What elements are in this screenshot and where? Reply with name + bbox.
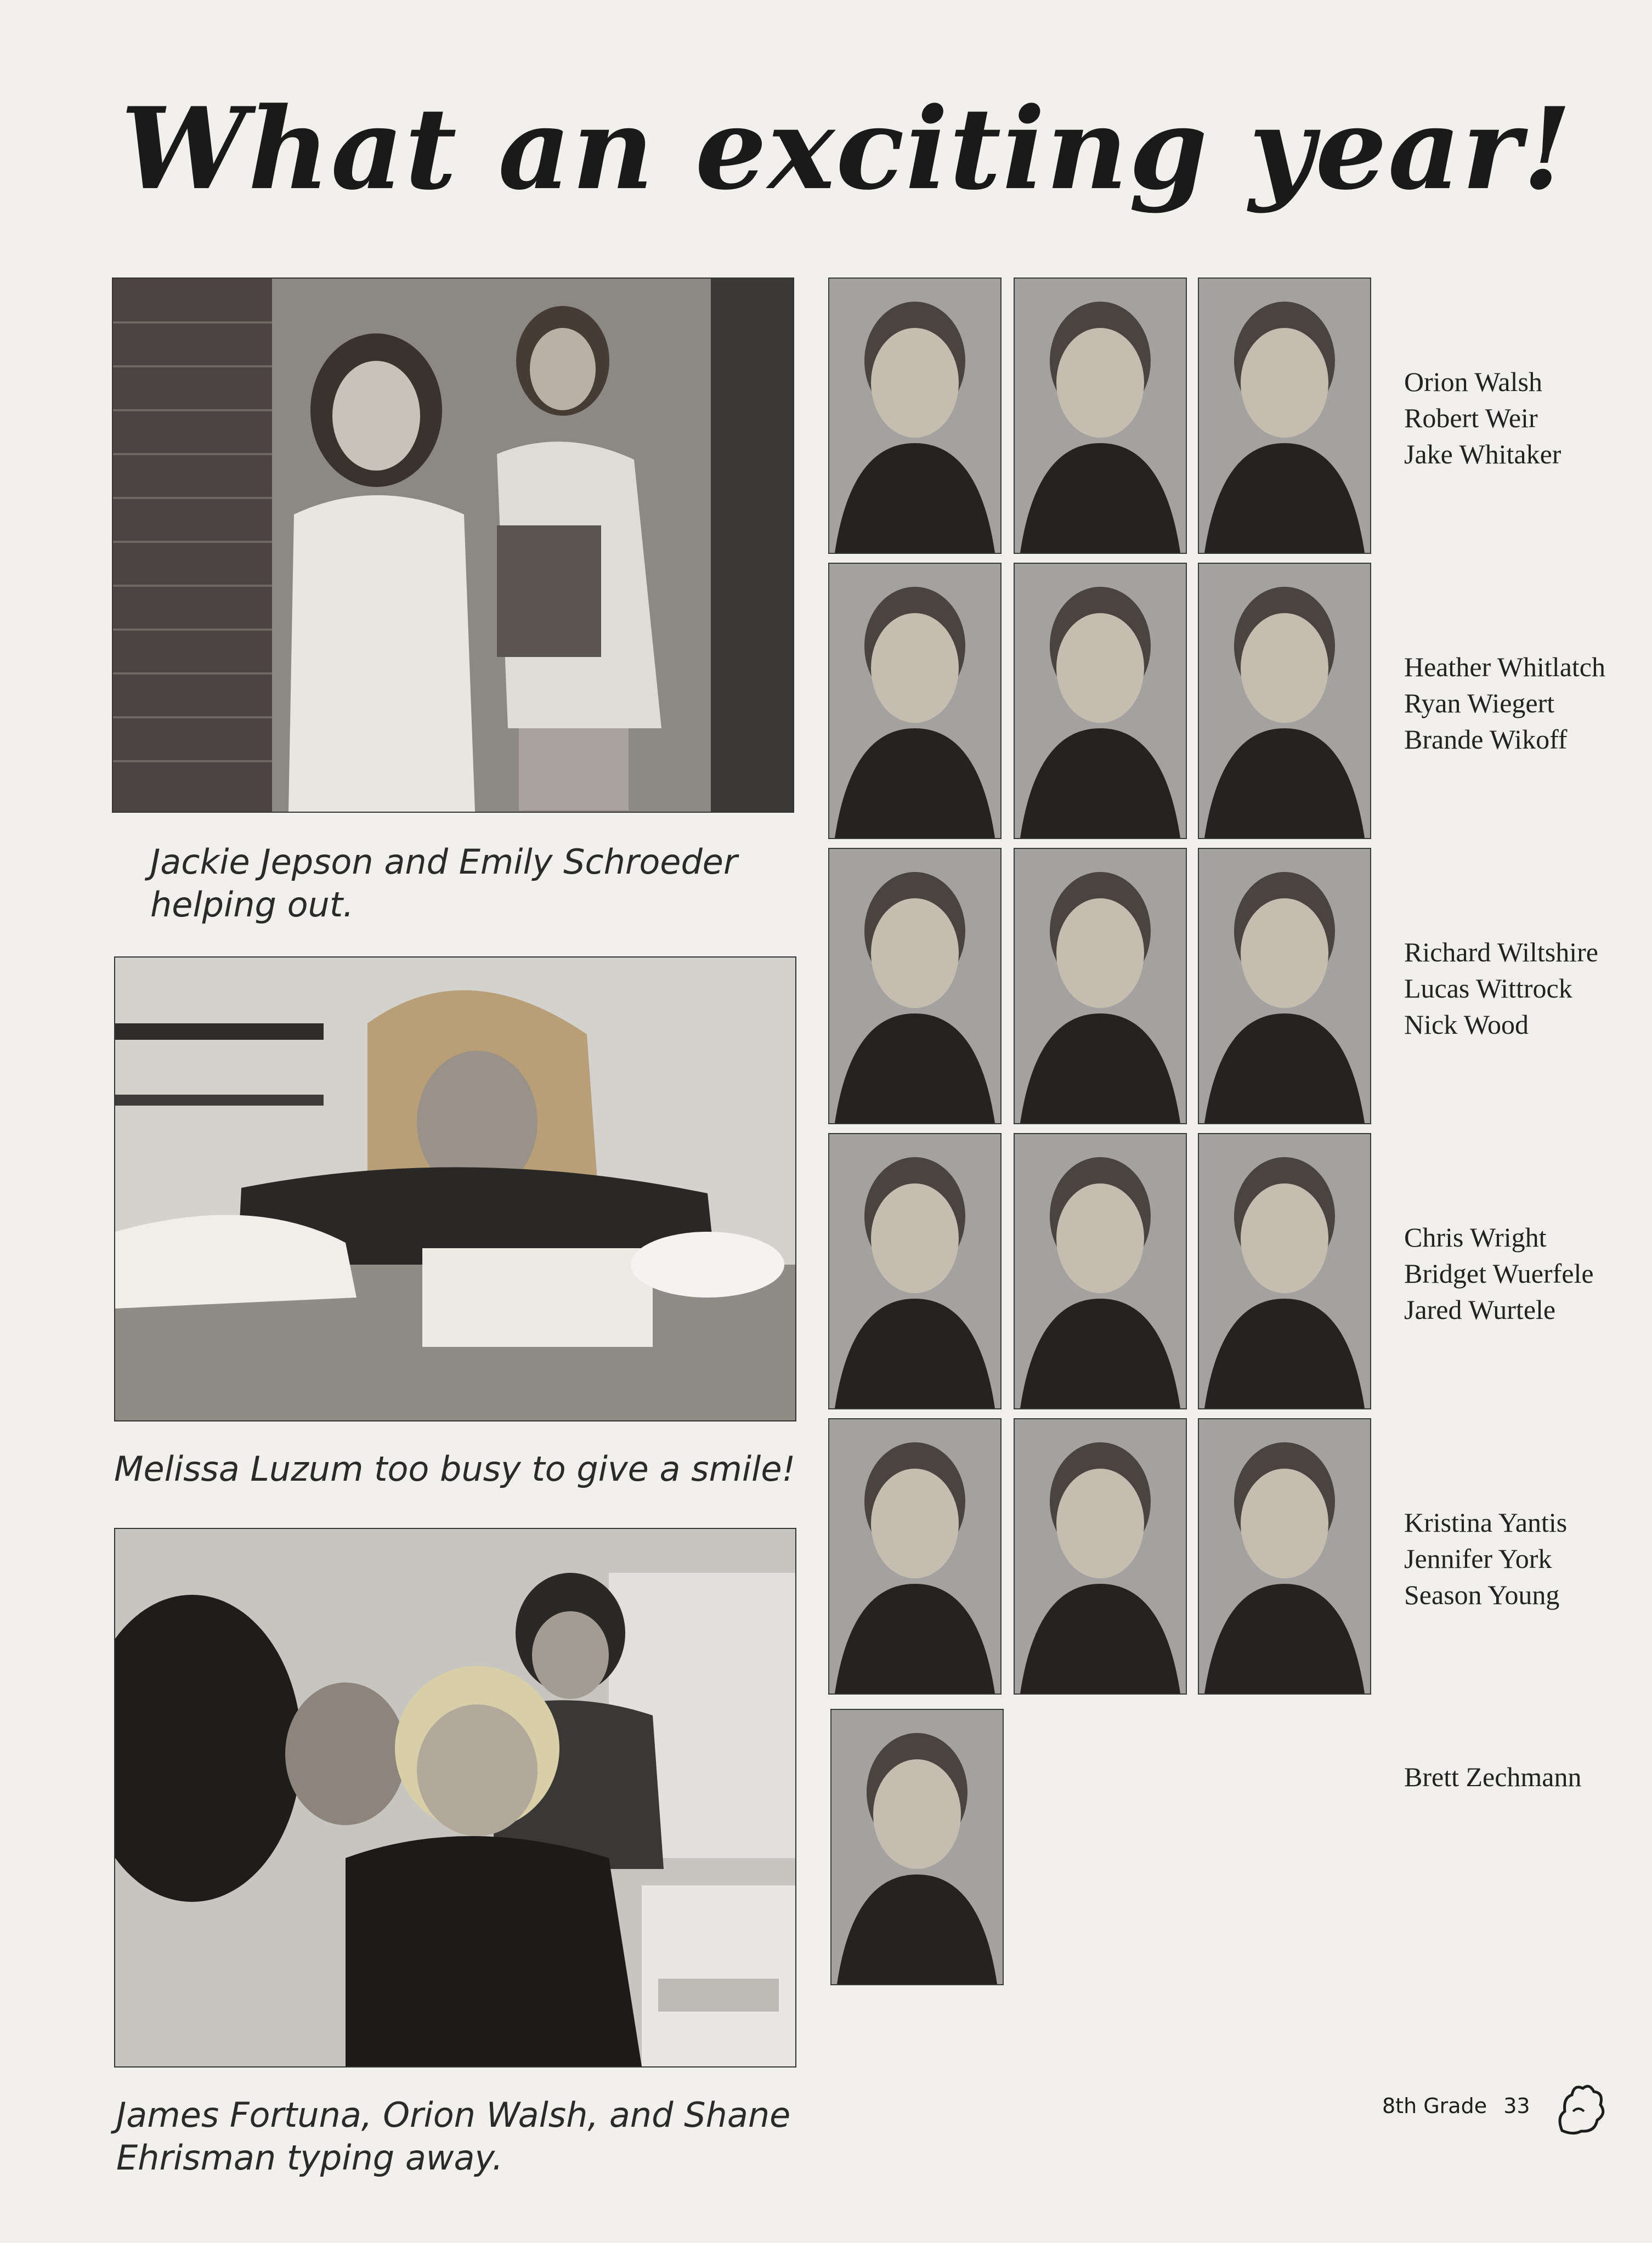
student-portrait (1198, 563, 1371, 839)
name-list: Chris Wright Bridget Wuerfele Jared Wurtele (1404, 1222, 1594, 1325)
photo-caption-hallway: Jackie Jepson and Emily Schroeder helping out. (150, 842, 738, 925)
hand-sign-icon (1551, 2078, 1611, 2139)
student-portrait (1198, 277, 1371, 554)
student-portrait (1014, 848, 1187, 1124)
candid-photo-science-lab (114, 956, 796, 1421)
candid-photo-hallway (112, 277, 794, 813)
student-portrait (828, 848, 1002, 1124)
name-list: Richard Wiltshire Lucas Wittrock Nick Wood (1404, 937, 1598, 1040)
name-list: Brett Zechmann (1404, 1761, 1582, 1792)
student-portrait (828, 277, 1002, 554)
student-portrait (1014, 1418, 1187, 1695)
student-portrait (1198, 848, 1371, 1124)
page-footer (1382, 2094, 1530, 2118)
student-portrait (1014, 277, 1187, 554)
name-list: Kristina Yantis Jennifer York Season Young (1404, 1507, 1568, 1610)
student-portrait (1198, 1418, 1371, 1695)
student-portrait (1014, 1133, 1187, 1409)
name-list: Orion Walsh Robert Weir Jake Whitaker (1404, 366, 1562, 469)
name-list: Heather Whitlatch Ryan Wiegert Brande Wikoff (1404, 652, 1605, 755)
candid-photo-typing-class (114, 1528, 796, 2068)
student-portrait (1198, 1133, 1371, 1409)
student-portrait (828, 1133, 1002, 1409)
student-portrait (828, 563, 1002, 839)
photo-caption-typing-class: James Fortuna, Orion Walsh, and Shane Ehrisman typing away. (116, 2095, 791, 2178)
page-title: What an exciting year! (121, 83, 1573, 215)
section-label: 8th Grade (1382, 2094, 1487, 2118)
student-portrait (828, 1418, 1002, 1695)
photo-caption-science-lab: Melissa Luzum too busy to give a smile! (114, 1449, 796, 1489)
student-portrait (830, 1709, 1004, 1985)
student-portrait (1014, 563, 1187, 839)
page-number: 33 (1503, 2094, 1530, 2118)
